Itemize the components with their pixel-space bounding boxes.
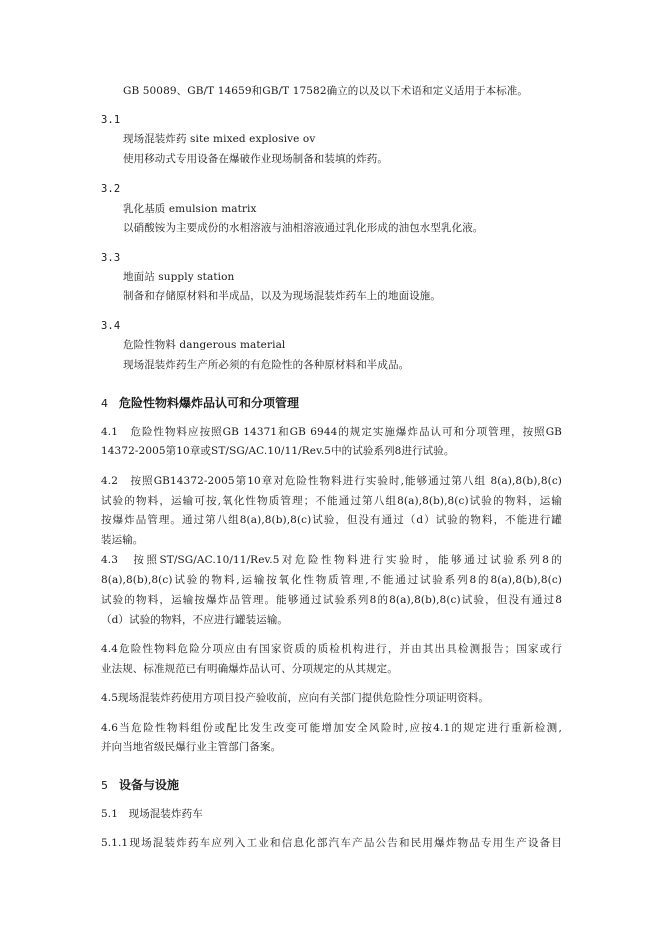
paragraph-line: 装运输。 [101,534,144,546]
term-definition: 制备和存储原材料和半成品，以及为现场混装炸药车上的地面设施。 [123,290,441,302]
section-title: 设备与设施 [119,778,180,792]
section-number: 4 [101,397,108,410]
paragraph-line: 8(a),8(b),8(c)试验的物料,运输按氧化性物质管理,不能通过试验系列8的8(a),8(b),8(c) [101,574,562,586]
paragraph-line: 并向当地省级民爆行业主管部门备案。 [101,741,282,753]
section-title: 危险性物料爆炸品认可和分项管理 [119,396,300,410]
section-number: 5 [101,779,108,792]
section-heading [101,777,179,794]
paragraph-line: 4.2 按照GB14372-2005第10章对危险性物料进行实验时,能够通过第八组 8(a),8(b),8(c) [101,475,562,487]
term-definition: 现场混装炸药生产所必须的有危险性的各种原材料和半成品。 [123,359,410,371]
term-name: 现场混装炸药 site mixed explosive ov [123,133,316,145]
term-definition: 使用移动式专用设备在爆破作业现场制备和装填的炸药。 [123,153,388,165]
term-name: 危险性物料 dangerous material [123,339,286,351]
paragraph-line: 5.1.1现场混装炸药车应列入工业和信息化部汽车产品公告和民用爆炸物品专用生产设备目 [101,837,562,849]
intro-text: GB 50089、GB/T 14659和GB/T 17582确立的以及以下术语和定义适用于本标准。 [123,85,529,97]
paragraph-line: 4.4危险性物料危险分项应由有国家资质的质检机构进行，并由其出具检测报告；国家或行 [101,643,562,655]
term-definition: 以硝酸铵为主要成份的水相溶液与油相溶液通过乳化形成的油包水型乳化液。 [123,222,484,234]
term-number: 3.2 [101,183,121,195]
paragraph-line: 14372-2005第10章或ST/SG/AC.10/11/Rev.5中的试验系列8进行试验。 [101,445,455,457]
term-number: 3.3 [101,252,121,264]
term-name: 地面站 supply station [123,271,235,283]
section-heading [101,395,299,412]
term-name: 乳化基质 emulsion matrix [123,203,257,215]
subsection-heading: 5.1 现场混装炸药车 [101,808,203,820]
paragraph-line: （d）试验的物料，不应进行罐装运输。 [101,614,289,626]
term-number: 3.1 [101,114,121,126]
paragraph-line: 试验的物料，运输可按,氧化性物质管理；不能通过第八组8(a),8(b),8(c)试验的物料，运输 [101,495,562,507]
paragraph-line: 4.6当危险性物料组份或配比发生改变可能增加安全风险时,应按4.1的规定进行重新检测, [101,722,562,734]
paragraph-line: 业法规、标准规范已有明确爆炸品认可、分项规定的从其规定。 [101,663,398,675]
paragraph-line: 4.5现场混装炸药使用方项目投产验收前，应向有关部门提供危险性分项证明资料。 [101,692,489,704]
paragraph-line: 4.1 危险性物料应按照GB 14371和GB 6944的规定实施爆炸品认可和分项管理，按照GB [101,426,562,438]
paragraph-line: 4.3 按照ST/SG/AC.10/11/Rev.5对危险性物料进行实验时，能够通过试验系列8的 [101,554,562,566]
paragraph-line: 按爆炸品管理。通过第八组8(a),8(b),8(c)试验，但没有通过（d）试验的物料，不能进行罐 [101,514,562,526]
paragraph-line: 试验的物料，运输按爆炸品管理。能够通过试验系列8的8(a),8(b),8(c)试验，但没有通过8 [101,594,562,606]
term-number: 3.4 [101,320,121,332]
